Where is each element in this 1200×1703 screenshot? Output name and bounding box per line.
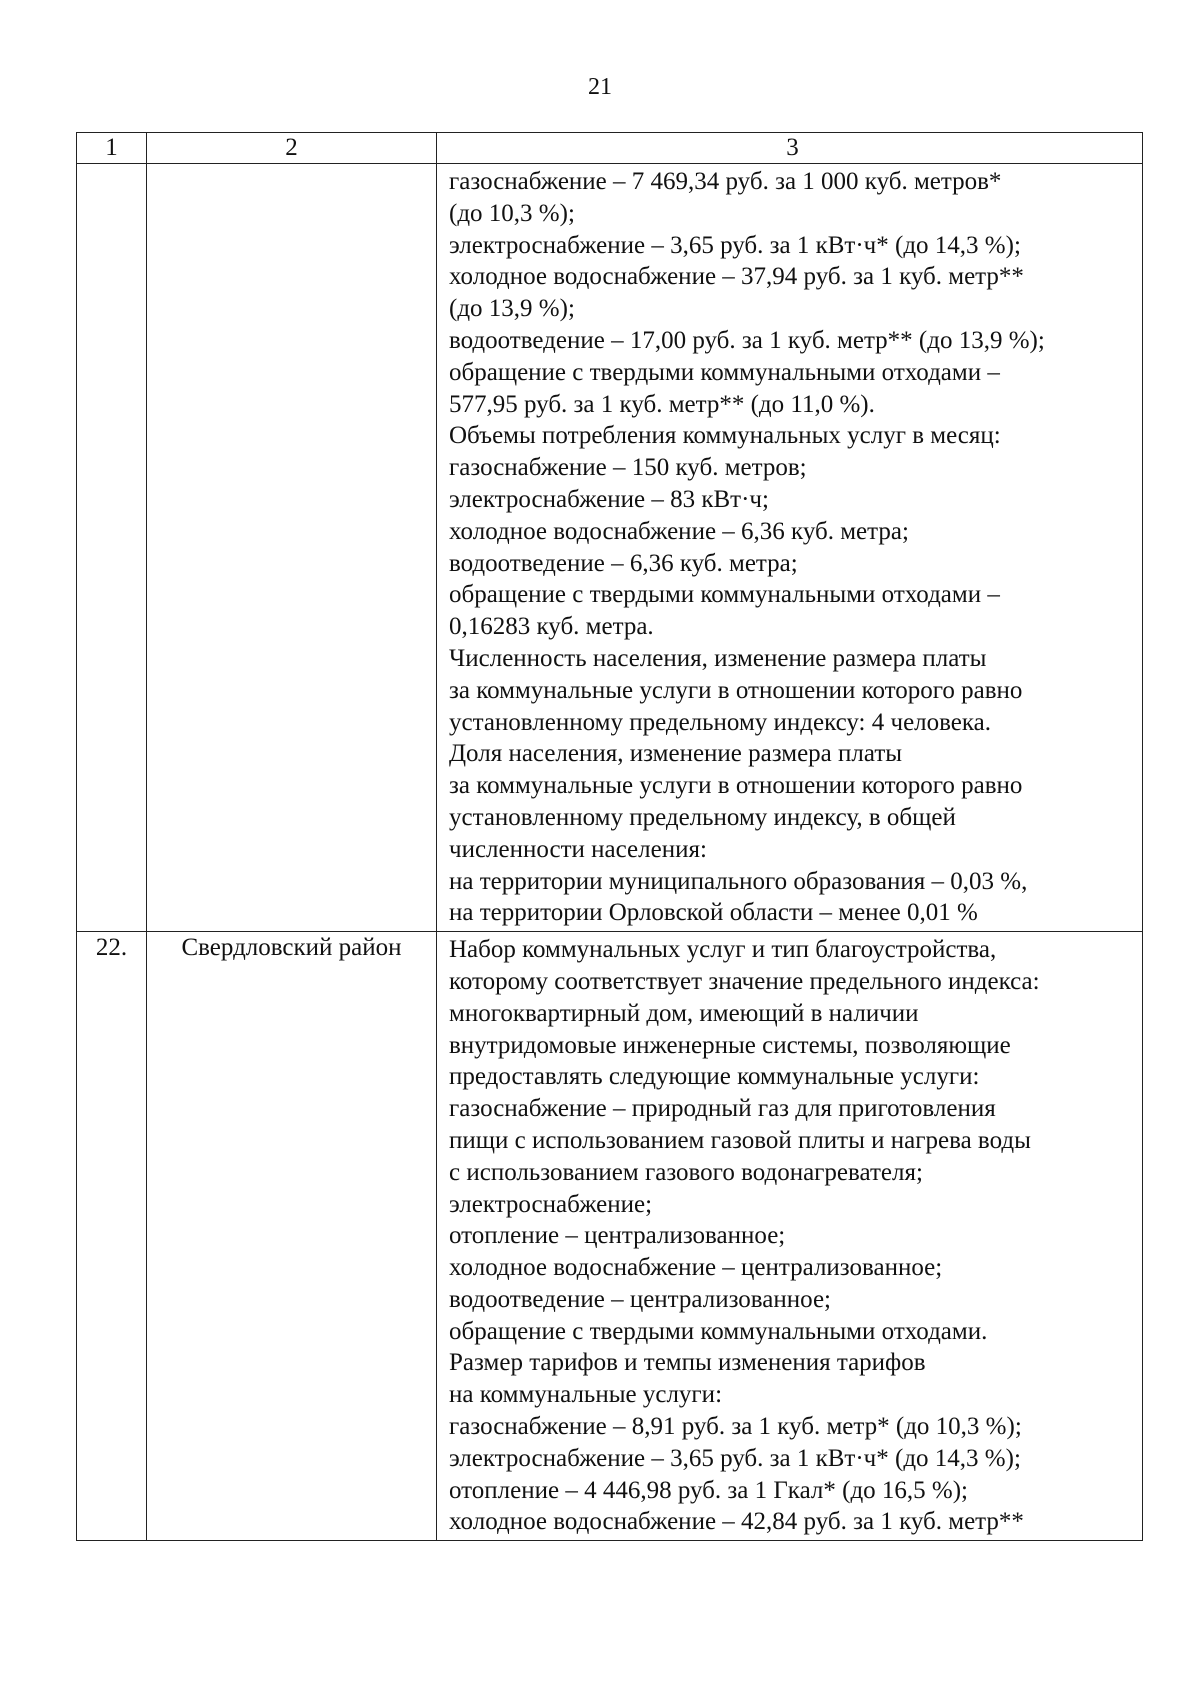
text-line: установленному предельному индексу, в общей xyxy=(449,803,956,831)
text-line: Объемы потребления коммунальных услуг в месяц: xyxy=(449,422,1001,450)
text-line: численности населения: xyxy=(449,835,707,863)
text-line: холодное водоснабжение – 6,36 куб. метра; xyxy=(449,517,909,545)
text-line: электроснабжение – 83 кВт·ч; xyxy=(449,485,769,513)
header-col-1: 1 xyxy=(77,133,147,164)
table-header-row xyxy=(77,133,1143,164)
text-line: электроснабжение; xyxy=(449,1190,653,1218)
text-line: отопление – 4 446,98 руб. за 1 Гкал* (до 16,5 %); xyxy=(449,1476,969,1504)
table-row xyxy=(77,932,1143,1541)
text-line: холодное водоснабжение – 42,84 руб. за 1 куб. метр** xyxy=(449,1508,1024,1536)
text-line: Доля населения, изменение размера платы xyxy=(449,740,903,768)
text-line: (до 13,9 %); xyxy=(449,295,575,323)
row-description xyxy=(437,164,1143,932)
text-line: водоотведение – 6,36 куб. метра; xyxy=(449,549,798,577)
text-line: на территории Орловской области – менее 0,01 % xyxy=(449,899,978,927)
text-line: холодное водоснабжение – 37,94 руб. за 1 куб. метр** xyxy=(449,263,1024,291)
text-line: газоснабжение – 150 куб. метров; xyxy=(449,454,807,482)
text-line: обращение с твердыми коммунальными отходами – xyxy=(449,581,1000,609)
table-row xyxy=(77,164,1143,932)
text-line: (до 10,3 %); xyxy=(449,199,575,227)
page-number: 21 xyxy=(588,74,612,100)
text-line: на коммунальные услуги: xyxy=(449,1381,723,1409)
text-line: газоснабжение – 8,91 руб. за 1 куб. метр* (до 10,3 %); xyxy=(449,1413,1022,1441)
text-line: 577,95 руб. за 1 куб. метр** (до 11,0 %). xyxy=(449,390,875,418)
text-line: Набор коммунальных услуг и тип благоустройства, xyxy=(449,936,997,964)
text-line: электроснабжение – 3,65 руб. за 1 кВт·ч* (до 14,3 %); xyxy=(449,231,1021,259)
row-number: 22. xyxy=(77,932,147,1541)
text-line: электроснабжение – 3,65 руб. за 1 кВт·ч* (до 14,3 %); xyxy=(449,1444,1021,1472)
text-line: газоснабжение – 7 469,34 руб. за 1 000 куб. метров* xyxy=(449,168,1002,195)
text-line: обращение с твердыми коммунальными отходами – xyxy=(449,358,1000,386)
text-line: водоотведение – 17,00 руб. за 1 куб. метр** (до 13,9 %); xyxy=(449,326,1045,354)
text-line: которому соответствует значение предельного индекса: xyxy=(449,967,1040,995)
text-line: водоотведение – централизованное; xyxy=(449,1285,831,1313)
text-line: 0,16283 куб. метра. xyxy=(449,613,654,641)
row-number xyxy=(77,164,147,932)
text-line: предоставлять следующие коммунальные услуги: xyxy=(449,1063,980,1091)
text-line: за коммунальные услуги в отношении которого равно xyxy=(449,772,1023,800)
text-line: газоснабжение – природный газ для приготовления xyxy=(449,1095,996,1123)
district-name xyxy=(147,164,437,932)
text-line: Размер тарифов и темпы изменения тарифов xyxy=(449,1349,926,1377)
header-col-2: 2 xyxy=(147,133,437,164)
text-line: холодное водоснабжение – централизованное; xyxy=(449,1254,943,1282)
text-line: многоквартирный дом, имеющий в наличии xyxy=(449,999,919,1027)
text-line: обращение с твердыми коммунальными отходами. xyxy=(449,1317,988,1345)
text-line: установленному предельному индексу: 4 человека. xyxy=(449,708,992,736)
district-name: Свердловский район xyxy=(147,932,437,1541)
tariff-table xyxy=(76,132,1143,1541)
text-line: Численность населения, изменение размера платы xyxy=(449,644,987,672)
text-line: пищи с использованием газовой плиты и нагрева воды xyxy=(449,1126,1031,1154)
row-description xyxy=(437,932,1143,1541)
text-line: внутридомовые инженерные системы, позволяющие xyxy=(449,1031,1011,1059)
text-line: на территории муниципального образования – 0,03 %, xyxy=(449,867,1028,895)
text-line: с использованием газового водонагревателя; xyxy=(449,1158,923,1186)
text-line: за коммунальные услуги в отношении которого равно xyxy=(449,676,1023,704)
text-line: отопление – централизованное; xyxy=(449,1222,786,1250)
header-col-3: 3 xyxy=(437,133,1143,164)
